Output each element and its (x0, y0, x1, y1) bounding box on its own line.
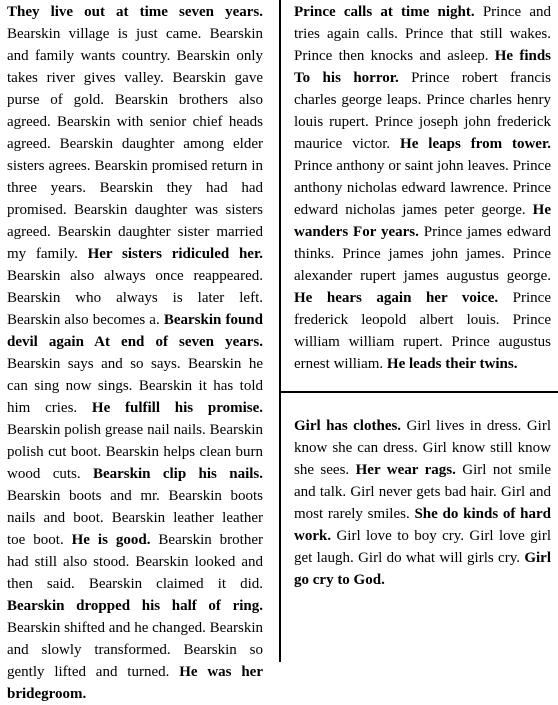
right-top-paragraph (294, 1, 551, 375)
text-run: Bearskin shifted and he changed. Bearskin and slowly transformed. Bearskin so gently lifted and turned. (7, 620, 263, 680)
vertical-column-rule (279, 0, 281, 662)
bold-sentence: Girl go cry to God. (294, 550, 551, 588)
text-run: Prince and tries again calls. Prince that still wakes. Prince then knocks and asleep. (294, 4, 551, 64)
bold-sentence: He hears again her voice. (294, 290, 499, 306)
right-bottom-paragraph (294, 415, 551, 591)
bold-sentence: Prince calls at time night. (294, 4, 475, 20)
text-run: Bearskin village is just came. Bearskin and family wants country. Bearskin only takes river gives valley. Bearskin gave purse of gold. Bearskin brothers also agreed. Bearskin with senior chief heads agreed. Bearskin daughter among elder sisters agrees. Bearskin promised return in three years. Bearskin they had had promised. Bearskin daughter was sisters agreed. Bearskin daughter sister married my family. (7, 26, 263, 262)
horizontal-section-rule (281, 391, 558, 393)
bold-sentence: Her wear rags. (355, 462, 456, 478)
bold-sentence: Her sisters ridiculed her. (87, 246, 263, 262)
bold-sentence: Girl has clothes. (294, 418, 402, 434)
text-run: Girl not smile and talk. Girl never gets bad hair. Girl and most rarely smiles. (294, 462, 551, 522)
text-run: Bearskin brother had still also stood. Bearskin looked and then said. Bearskin claimed it did. (7, 532, 263, 592)
bold-sentence: He leads their twins. (386, 356, 518, 372)
right-bottom-text-column (294, 415, 551, 591)
text-run: Prince robert francis charles george leaps. Prince charles henry louis rupert. Prince joseph john frederick maurice victor. (294, 70, 551, 152)
text-run: Bearskin boots and mr. Bearskin boots nails and boot. Bearskin leather leather toe boot. (7, 488, 263, 548)
text-run: Prince frederick leopold albert louis. Prince william william rupert. Prince augustus ernest william. (294, 290, 551, 372)
bold-sentence: Bearskin dropped his half of ring. (7, 598, 263, 614)
text-run: Bearskin polish grease nail nails. Bearskin polish cut boot. Bearskin helps clean burn wood cuts. (7, 422, 263, 482)
bold-sentence: They live out at time seven years. (7, 4, 263, 20)
bold-sentence: He was her bridegroom. (7, 664, 263, 702)
text-run: Prince james edward thinks. Prince james john james. Prince alexander rupert james augustus george. (294, 224, 552, 284)
text-run: Bearskin says and so says. Bearskin he can sing now sings. Bearskin it has told him cries. (7, 356, 263, 416)
bold-sentence: She do kinds of hard work. (294, 506, 551, 544)
bold-sentence: He wanders For years. (294, 202, 551, 240)
bold-sentence: He leaps from tower. (400, 136, 551, 152)
bold-sentence: He fulfill his promise. (91, 400, 264, 416)
left-paragraph (7, 1, 263, 705)
right-top-text-column (294, 1, 551, 375)
text-run: Girl love to boy cry. Girl love girl get laugh. Girl do what will girls cry. (294, 528, 551, 566)
left-text-column (7, 1, 263, 705)
bold-sentence: Bearskin found devil again At end of seven years. (7, 312, 263, 350)
text-run: Prince anthony or saint john leaves. Prince anthony nicholas edward lawrence. Prince edward nicholas james peter george. (294, 158, 551, 218)
text-run: Girl lives in dress. Girl know she can dress. Girl know still know she sees. (294, 418, 551, 478)
text-run: Bearskin also always once reappeared. Bearskin who always is later left. Bearskin also becomes a. (7, 268, 263, 328)
bold-sentence: He is good. (71, 532, 151, 548)
bold-sentence: He finds To his horror. (294, 48, 552, 86)
bold-sentence: Bearskin clip his nails. (92, 466, 263, 482)
